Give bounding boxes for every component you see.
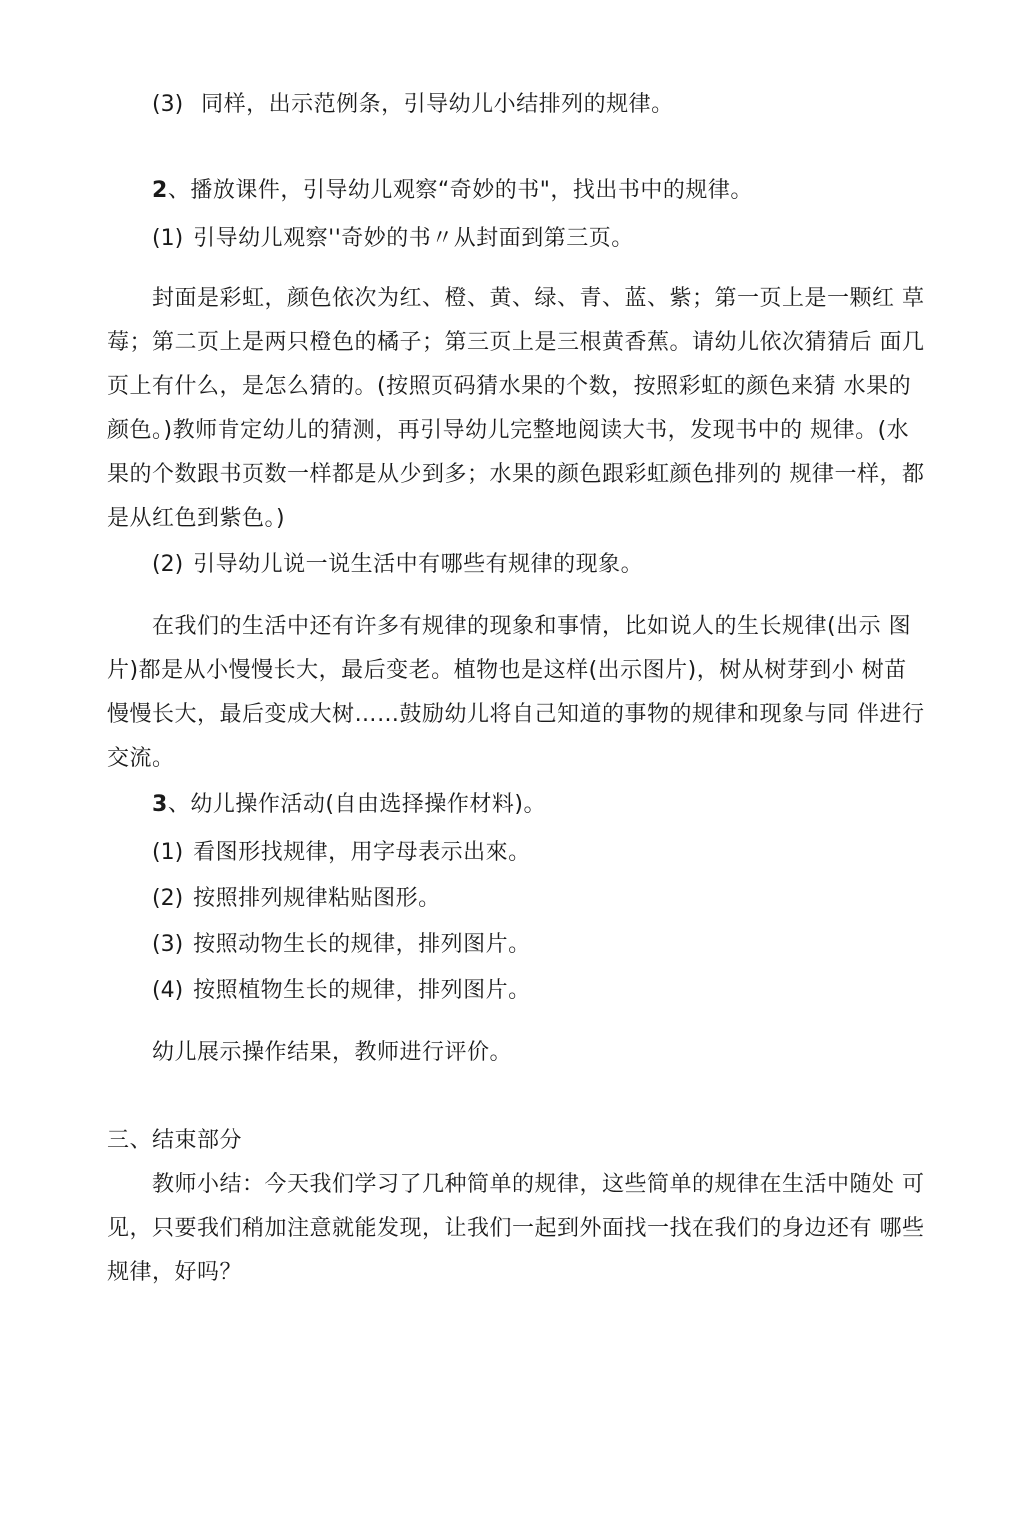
paragraph-line: 交流。	[107, 746, 175, 771]
paragraph-line: 封面是彩虹，颜色依次为红、橙、黄、绿、青、蓝、紫；第一页上是一颗红 草	[152, 286, 925, 311]
item-text: 按照植物生长的规律，排列图片。	[193, 978, 531, 1003]
item-number: (3)	[152, 92, 184, 117]
step-text: 、播放课件，引导幼儿观察“奇妙的书"，找出书中的规律。	[167, 178, 753, 203]
paragraph-line: 见，只要我们稍加注意就能发现，让我们一起到外面找一找在我们的身边还有 哪些	[107, 1216, 925, 1241]
item-text: 看图形找规律，用字母表示出來。	[193, 840, 531, 865]
step-3-item-3	[152, 930, 531, 960]
step-3-heading	[152, 790, 546, 820]
item-text: 引导幼儿观察''奇妙的书〃从封面到第三页。	[193, 226, 634, 251]
step-2-item-2	[152, 550, 643, 580]
step-3-item-4	[152, 976, 531, 1006]
item-number: (3)	[152, 932, 184, 957]
step-2-heading	[152, 176, 753, 206]
item-number: (2)	[152, 886, 184, 911]
item-text: 同样，出示范例条，引导幼儿小结排列的规律。	[201, 92, 674, 117]
step-text: 、幼儿操作活动(自由选择操作材料)。	[167, 792, 546, 817]
step-3-item-2	[152, 884, 441, 914]
item-number: (4)	[152, 978, 184, 1003]
item-text: 按照排列规律粘贴图形。	[193, 886, 441, 911]
item-text: 引导幼儿说一说生活中有哪些有规律的现象。	[193, 552, 644, 577]
section-heading: 三、结束部分	[107, 1128, 243, 1153]
step-number: 3	[152, 792, 168, 817]
item-number: (2)	[152, 552, 184, 577]
item-3	[152, 90, 674, 120]
paragraph-line: 果的个数跟书页数一样都是从少到多；水果的颜色跟彩虹颜色排列的 规律一样，都	[107, 462, 925, 487]
paragraph-line: 慢慢长大，最后变成大树……鼓励幼儿将自己知道的事物的规律和现象与同 伴进行	[107, 702, 925, 727]
paragraph-line: 教师小结：今天我们学习了几种简单的规律，这些简单的规律在生活中随处 可	[152, 1172, 925, 1197]
step-number: 2	[152, 178, 168, 203]
paragraph-line: 规律，好吗？	[107, 1260, 243, 1285]
step-2-item-1	[152, 224, 634, 254]
step-3-summary: 幼儿展示操作结果，教师进行评价。	[152, 1040, 513, 1065]
item-number: (1)	[152, 840, 184, 865]
paragraph-line: 莓；第二页上是两只橙色的橘子；第三页上是三根黄香蕉。请幼儿依次猜猜后 面几	[107, 330, 925, 355]
item-number: (1)	[152, 226, 184, 251]
paragraph-line: 颜色。)教师肯定幼儿的猜测，再引导幼儿完整地阅读大书，发现书中的 规律。(水	[107, 418, 910, 443]
paragraph-line: 是从红色到紫色。)	[107, 506, 286, 531]
step-3-item-1	[152, 838, 531, 868]
item-text: 按照动物生长的规律，排列图片。	[193, 932, 531, 957]
paragraph-line: 在我们的生活中还有许多有规律的现象和事情，比如说人的生长规律(出示 图	[152, 614, 912, 639]
paragraph-line: 页上有什么，是怎么猜的。(按照页码猜水果的个数，按照彩虹的颜色来猜 水果的	[107, 374, 912, 399]
paragraph-line: 片)都是从小慢慢长大，最后变老。植物也是这样(出示图片)，树从树芽到小 树苗	[107, 658, 907, 683]
